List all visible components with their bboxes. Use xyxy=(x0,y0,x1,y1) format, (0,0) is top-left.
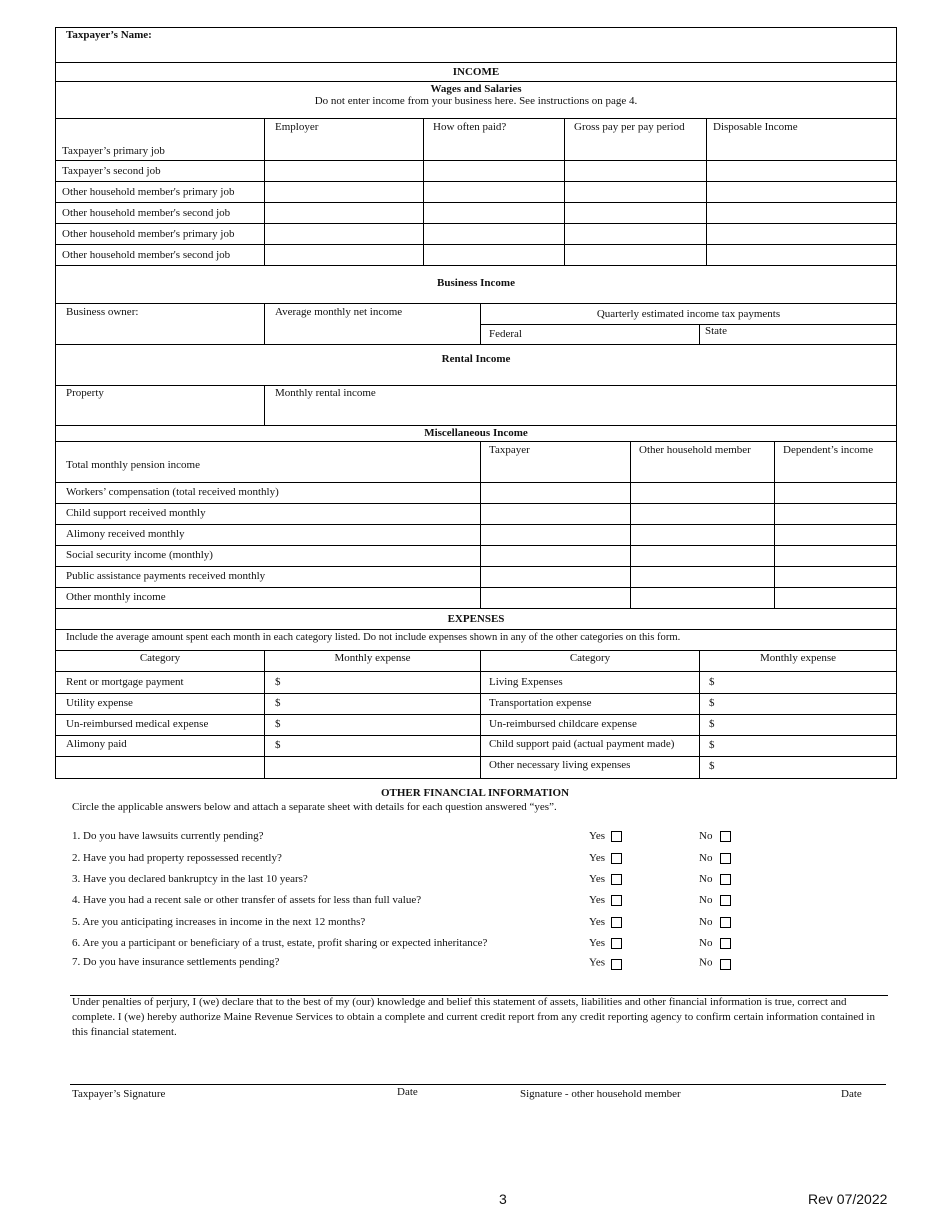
expenses-heading: EXPENSES xyxy=(56,609,896,630)
no-checkbox[interactable] xyxy=(720,874,731,885)
misc-row xyxy=(56,546,896,567)
question: 6. Are you a participant or beneficiary of a trust, estate, profit sharing or expected inheritance? xyxy=(72,937,488,949)
expense-amount-field[interactable] xyxy=(700,694,896,714)
expenses-header-row xyxy=(56,651,896,672)
monthly-expense-header: Monthly expense xyxy=(265,651,481,671)
gross-pay-field[interactable] xyxy=(565,182,707,202)
employer-field[interactable] xyxy=(265,224,424,244)
other-member-field[interactable] xyxy=(631,546,775,566)
yes-label: Yes xyxy=(589,873,606,885)
dependent-header: Dependent’s income xyxy=(783,444,874,456)
how-often-field[interactable] xyxy=(424,224,565,244)
expense-category: Utility expense xyxy=(56,694,265,714)
misc-row-label: Workers’ compensation (total received monthly) xyxy=(56,483,481,503)
expense-category: Transportation expense xyxy=(481,694,700,714)
yes-option[interactable] xyxy=(589,937,622,949)
monthly-expense-header: Monthly expense xyxy=(759,652,837,664)
how-often-field[interactable] xyxy=(424,161,565,181)
dollar-sign: $ xyxy=(709,697,715,709)
state-field[interactable] xyxy=(700,325,896,344)
how-often-field[interactable] xyxy=(424,182,565,202)
dependent-field[interactable] xyxy=(775,483,896,503)
misc-row xyxy=(56,588,896,609)
expense-row xyxy=(56,715,896,736)
employer-field[interactable] xyxy=(265,161,424,181)
taxpayer-column[interactable] xyxy=(481,442,631,482)
expense-category: Un-reimbursed childcare expense xyxy=(481,715,700,735)
dollar-sign: $ xyxy=(709,760,715,772)
business-owner-field[interactable] xyxy=(56,304,265,344)
business-owner-label: Business owner: xyxy=(66,306,139,318)
taxpayer-signature-label: Taxpayer’s Signature xyxy=(72,1088,166,1100)
quarterly-payments xyxy=(481,304,896,344)
no-option[interactable] xyxy=(699,852,731,864)
gross-pay-header: Gross pay per pay period xyxy=(574,121,685,133)
no-label: No xyxy=(699,873,713,885)
how-often-header: How often paid? xyxy=(433,121,507,133)
yes-option[interactable] xyxy=(589,916,622,928)
disposable-income-header: Disposable Income xyxy=(713,121,798,133)
page-number: 3 xyxy=(499,1191,507,1207)
no-checkbox[interactable] xyxy=(720,938,731,949)
no-label: No xyxy=(699,894,713,906)
disposable-income-column[interactable] xyxy=(707,119,896,160)
misc-row-label: Social security income (monthly) xyxy=(56,546,481,566)
monthly-rental-label: Monthly rental income xyxy=(275,387,376,399)
expense-amount-field[interactable] xyxy=(700,672,896,693)
no-label: No xyxy=(699,830,713,842)
misc-row-label: Other monthly income xyxy=(56,588,481,608)
yes-label: Yes xyxy=(589,852,606,864)
wages-row-label: Other household member's primary job xyxy=(56,224,265,244)
other-member-field[interactable] xyxy=(631,504,775,524)
how-often-field[interactable] xyxy=(424,203,565,223)
yes-checkbox[interactable] xyxy=(611,959,622,970)
disposable-income-field[interactable] xyxy=(707,224,896,244)
dollar-sign: $ xyxy=(275,697,281,709)
employer-column[interactable] xyxy=(265,119,424,160)
wages-heading-row xyxy=(56,82,896,119)
yes-option[interactable] xyxy=(589,873,622,885)
federal-label: Federal xyxy=(489,328,522,340)
how-often-column[interactable] xyxy=(424,119,565,160)
no-label: No xyxy=(699,956,713,969)
other-member-header: Other household member xyxy=(639,444,751,456)
yes-label: Yes xyxy=(589,916,606,928)
wages-row-label-text: Taxpayer’s primary job xyxy=(62,145,165,157)
no-option[interactable] xyxy=(699,956,731,970)
expense-category: Rent or mortgage payment xyxy=(56,672,265,693)
property-label: Property xyxy=(66,387,104,399)
misc-row xyxy=(56,567,896,588)
question: 2. Have you had property repossessed recently? xyxy=(72,852,282,864)
rental-income-row xyxy=(56,386,896,426)
expense-amount-field[interactable] xyxy=(700,757,896,778)
yes-option[interactable] xyxy=(589,956,622,970)
no-label: No xyxy=(699,937,713,949)
federal-field[interactable] xyxy=(481,325,700,344)
no-option[interactable] xyxy=(699,916,731,928)
expense-category: Child support paid (actual payment made) xyxy=(481,736,700,756)
gross-pay-field[interactable] xyxy=(565,161,707,181)
wages-row-label xyxy=(56,119,265,160)
yes-option[interactable] xyxy=(589,894,622,906)
category-header: Category xyxy=(56,651,265,671)
wages-note: Do not enter income from your business here. See instructions on page 4. xyxy=(314,95,638,107)
no-option[interactable] xyxy=(699,937,731,949)
revision-label: Rev 07/2022 xyxy=(808,1191,888,1207)
other-member-signature-label: Signature - other household member xyxy=(520,1088,681,1100)
wages-row xyxy=(56,161,896,182)
expense-amount-field[interactable] xyxy=(265,715,481,735)
no-checkbox[interactable] xyxy=(720,895,731,906)
avg-monthly-net-label: Average monthly net income xyxy=(275,306,403,318)
dollar-sign: $ xyxy=(275,739,281,751)
expense-category: Other necessary living expenses xyxy=(481,757,700,778)
wages-row-label: Other household member's second job xyxy=(56,245,265,265)
no-checkbox[interactable] xyxy=(720,959,731,970)
question: 3. Have you declared bankruptcy in the last 10 years? xyxy=(72,873,308,885)
wages-row xyxy=(56,224,896,245)
gross-pay-field[interactable] xyxy=(565,245,707,265)
other-member-column[interactable] xyxy=(631,442,775,482)
question: 4. Have you had a recent sale or other transfer of assets for less than full value? xyxy=(72,894,422,906)
rental-income-heading: Rental Income xyxy=(56,345,896,386)
misc-row xyxy=(56,504,896,525)
how-often-field[interactable] xyxy=(424,245,565,265)
other-member-field[interactable] xyxy=(631,483,775,503)
taxpayer-field[interactable] xyxy=(481,483,631,503)
no-checkbox[interactable] xyxy=(720,831,731,842)
expense-category: Un-reimbursed medical expense xyxy=(56,715,265,735)
perjury-statement: Under penalties of perjury, I (we) declare that to the best of my (our) knowledge and belief this statement of assets, liabilities and other financial information is true, correct and complete. I (we) hereby authorize Maine Revenue Services to obtain a complete and current credit report from any credit reporting agency to confirm certain information contained in this financial statement. xyxy=(72,996,875,1038)
taxpayer-name-row[interactable] xyxy=(56,28,896,63)
taxpayer-field[interactable] xyxy=(481,546,631,566)
other-financial-heading: OTHER FINANCIAL INFORMATION xyxy=(380,787,570,799)
dependent-field[interactable] xyxy=(775,504,896,524)
expense-row xyxy=(56,694,896,715)
yes-checkbox[interactable] xyxy=(611,853,622,864)
dependent-field[interactable] xyxy=(775,525,896,545)
yes-label: Yes xyxy=(589,956,606,969)
question: 1. Do you have lawsuits currently pending? xyxy=(72,830,264,842)
no-label: No xyxy=(699,852,713,864)
taxpayer-header: Taxpayer xyxy=(489,444,530,456)
yes-option[interactable] xyxy=(589,852,622,864)
expense-category: Living Expenses xyxy=(481,672,700,693)
expense-amount-field[interactable] xyxy=(700,715,896,735)
wages-row-label: Other household member's primary job xyxy=(56,182,265,202)
other-financial-note: Circle the applicable answers below and attach a separate sheet with details for each question answered “yes”. xyxy=(72,801,557,813)
wages-row xyxy=(56,203,896,224)
expense-amount-field[interactable] xyxy=(265,736,481,756)
signature-line[interactable] xyxy=(70,1084,886,1085)
wages-header-row xyxy=(56,119,896,161)
no-checkbox[interactable] xyxy=(720,853,731,864)
expense-category: Alimony paid xyxy=(56,736,265,756)
other-member-field[interactable] xyxy=(631,588,775,608)
employer-field[interactable] xyxy=(265,203,424,223)
taxpayer-field[interactable] xyxy=(481,525,631,545)
no-label: No xyxy=(699,916,713,928)
dependent-field[interactable] xyxy=(775,588,896,608)
employer-field[interactable] xyxy=(265,245,424,265)
wages-row-label: Other household member's second job xyxy=(56,203,265,223)
disposable-income-field[interactable] xyxy=(707,203,896,223)
no-option[interactable] xyxy=(699,894,731,906)
expenses-note: Include the average amount spent each month in each category listed. Do not include expenses shown in any of the other categories on this form. xyxy=(56,630,896,651)
dollar-sign: $ xyxy=(275,718,281,730)
misc-row-label: Child support received monthly xyxy=(56,504,481,524)
business-income-row xyxy=(56,304,896,345)
other-member-field[interactable] xyxy=(631,567,775,587)
misc-row-label: Public assistance payments received monthly xyxy=(56,567,481,587)
income-heading: INCOME xyxy=(56,63,896,82)
wages-row-label: Taxpayer’s second job xyxy=(56,161,265,181)
taxpayer-field[interactable] xyxy=(481,504,631,524)
misc-header-row xyxy=(56,442,896,483)
state-label: State xyxy=(705,325,727,337)
yes-label: Yes xyxy=(589,894,606,906)
expense-row xyxy=(56,736,896,757)
gross-pay-field[interactable] xyxy=(565,203,707,223)
business-income-heading: Business Income xyxy=(56,266,896,304)
employer-header: Employer xyxy=(275,121,319,133)
yes-checkbox[interactable] xyxy=(611,874,622,885)
expense-amount-field[interactable] xyxy=(700,736,896,756)
category-header: Category xyxy=(481,651,700,671)
no-option[interactable] xyxy=(699,830,731,842)
gross-pay-field[interactable] xyxy=(565,224,707,244)
date-label: Date xyxy=(397,1086,418,1098)
taxpayer-name-label: Taxpayer’s Name: xyxy=(66,29,152,41)
avg-monthly-net-field[interactable] xyxy=(265,304,481,344)
wages-heading: Wages and Salaries xyxy=(430,83,522,95)
other-member-field[interactable] xyxy=(631,525,775,545)
taxpayer-field[interactable] xyxy=(481,588,631,608)
employer-field[interactable] xyxy=(265,182,424,202)
quarterly-label: Quarterly estimated income tax payments xyxy=(481,304,896,325)
expense-amount-field[interactable] xyxy=(265,757,481,778)
question: 5. Are you anticipating increases in income in the next 12 months? xyxy=(72,916,366,928)
expense-amount-field[interactable] xyxy=(265,672,481,693)
expense-row xyxy=(56,757,896,778)
dependent-field[interactable] xyxy=(775,546,896,566)
monthly-rental-field[interactable] xyxy=(265,386,896,425)
yes-option[interactable] xyxy=(589,830,622,842)
dependent-column[interactable] xyxy=(775,442,896,482)
no-checkbox[interactable] xyxy=(720,917,731,928)
disposable-income-field[interactable] xyxy=(707,161,896,181)
disposable-income-field[interactable] xyxy=(707,182,896,202)
misc-row xyxy=(56,483,896,504)
gross-pay-column[interactable] xyxy=(565,119,707,160)
misc-income-heading: Miscellaneous Income xyxy=(56,426,896,442)
property-field[interactable] xyxy=(56,386,265,425)
yes-label: Yes xyxy=(589,937,606,949)
yes-checkbox[interactable] xyxy=(611,831,622,842)
yes-checkbox[interactable] xyxy=(611,895,622,906)
dollar-sign: $ xyxy=(709,718,715,730)
expense-row xyxy=(56,672,896,694)
disposable-income-field[interactable] xyxy=(707,245,896,265)
dollar-sign: $ xyxy=(709,739,715,751)
financial-statement-form xyxy=(55,27,897,779)
dollar-sign: $ xyxy=(709,676,715,688)
pension-label: Total monthly pension income xyxy=(66,459,200,471)
misc-row xyxy=(56,525,896,546)
yes-checkbox[interactable] xyxy=(611,938,622,949)
misc-row-label: Alimony received monthly xyxy=(56,525,481,545)
expense-category xyxy=(56,757,265,778)
wages-row xyxy=(56,182,896,203)
misc-row-label xyxy=(56,442,481,482)
expense-amount-field[interactable] xyxy=(265,694,481,714)
wages-row xyxy=(56,245,896,266)
yes-label: Yes xyxy=(589,830,606,842)
date-label: Date xyxy=(841,1088,862,1100)
taxpayer-field[interactable] xyxy=(481,567,631,587)
dollar-sign: $ xyxy=(275,676,281,688)
question: 7. Do you have insurance settlements pending? xyxy=(72,956,280,968)
yes-checkbox[interactable] xyxy=(611,917,622,928)
dependent-field[interactable] xyxy=(775,567,896,587)
no-option[interactable] xyxy=(699,873,731,885)
